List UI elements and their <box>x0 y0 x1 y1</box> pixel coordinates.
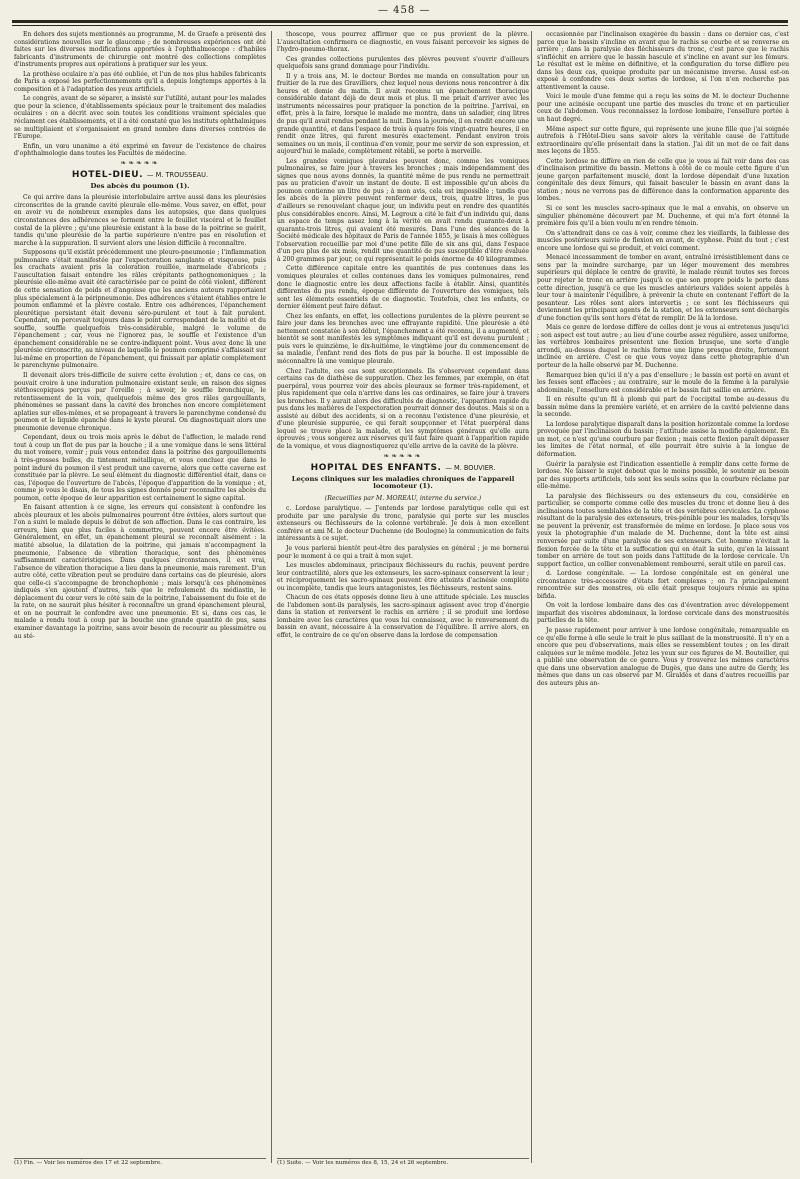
page-number: — 458 — <box>378 5 431 16</box>
paragraph: Remarquez bien qu'ici il n'y a pas d'ensellure ; le bassin est porté en avant et les fesses sont effacées ; au contraire, sur le moule de la femme à la paralysie abdominale, l'ensellure est considérable et le bassin fait saillie en arrière. <box>537 371 789 394</box>
section-title-text: HOTEL-DIEU. <box>71 170 144 181</box>
section-title <box>277 465 529 473</box>
paragraph: Les muscles abdominaux, principaux fléchisseurs du rachis, peuvent perdre leur contractilité, alors que les extenseurs, les sacro-spinaux conservent la leur ; et réciproquement les sacro-spinaux peuvent être atteints d'acinésie complète ou incomplète, tandis que leurs antagonistes, les fléchisseurs, restent sains. <box>277 562 529 592</box>
section-subtitle: Des abcès du poumon (1). <box>90 181 190 190</box>
paragraph: Le congrès, avant de se séparer, a insisté sur l'utilité, autant pour les malades que pour la science, d'établissements spéciaux pour le traitement des maladies oculaires : on a décrit avec soin toutes les conditions vraiment spéciales que réclament ces établissements, et il a été constaté que les instituts ophthalmiques se multipliaient et s'organisaient en grand nombre dans diverses contrées de l'Europe. <box>14 95 266 141</box>
section-author: — M. TROUSSEAU. <box>146 171 209 180</box>
paragraph: Chez l'adulte, ces cas sont exceptionnels. Ils s'observent cependant dans certains cas de diathèse de suppuration. Chez les femmes, par exemple, en état puerpéral, vous pourrez voir des abcès pleuraux se former très-rapidement, et plus rapidement que cela n'arrive dans les cas ordinaires, se faire jour à travers les bronches. Il y aurait alors des difficultés de diagnostic, l'apparition rapide du pus dans les matières de l'expectoration pourrait donner des doutes. Mais si on a assisté au début des accidents, si on a reconnu l'existence d'une pleurésie, et d'une pleurésie suppurée, ce qui ferait soupçonner et l'état puerpéral dans lequel se trouve placé la malade, et les symptômes généraux qu'elle aura éprouvés ; vous songerez aux réserves qu'il faut faire quant à l'apparition rapide de la vomique, et vous diagnostiquerez qu'elle arrive de la cavité de la plèvre. <box>277 367 529 450</box>
column-2 <box>277 31 529 1167</box>
paragraph: On s'attendrait dans ce cas à voir, comme chez les vieillards, la faiblesse des muscles postérieurs suivie de flexion en avant, de cyphose. Point du tout ; c'est encore une lordose qui se produit, et voici comment. <box>537 229 789 252</box>
paragraph: Chez les enfants, en effet, les collections purulentes de la plèvre peuvent se faire jour dans les bronches avec une effrayante rapidité. Une pleurésie a été nettement constatée à son début, l'épanchement a été reconnu, il a augmenté, et bientôt se sont manifestés les symptômes indiquant qu'il est devenu purulent ; puis vers le quinzième, le dix-huitième, le vingtième jour du commencement de sa maladie, l'enfant rend des flots de pus par la bouche. Il est impossible de méconnaître là une vomique pleurale. <box>277 312 529 365</box>
paragraph: Il en résulte qu'un fil à plomb qui part de l'occipital tombe au-dessus du bassin même dans la première variété, et en arrière de la cavité pelvienne dans la seconde. <box>537 396 789 419</box>
paragraph: Je vous parlerai bientôt peut-être des paralysies en général ; je me bornerai pour le moment à ce qui a trait à mon sujet. <box>277 545 529 560</box>
header-rule <box>12 20 788 23</box>
column-rule <box>531 31 532 1163</box>
column-1 <box>14 31 266 1167</box>
paragraph: Supposons qu'il existât précédemment une pleuro-pneumonie ; l'inflammation pulmonaire s'était manifestée par l'expectoration sanglante et visqueuse, puis les crachats avaient pris la coloration rouillée, marmelade d'abricots ; l'auscultation faisait entendre les râles crépitants pathognomoniques ; la pleurésie elle-même avait été caractérisée par ce point de côté violent, différent de cette sensation de poids et d'angoisse que les anciens auteurs rapportaient plus spécialement à la péripneumonie. Des adhérences s'étaient établies entre le poumon enflammé et la plèvre costale. Entre ces adhérences, l'épanchement pleurétique persistant était devenu séro-purulent et tout à fait purulent. Cependant, on percevait toujours dans le point correspondant de la matité et du souffle, souffle quelquefois très-considérable, malgré le volume de l'épanchement ; car, vous ne l'ignorez pas, le souffle et l'existence d'un épanchement considérable ne se contre-indiquent point. Vous avez donc là une pleurésie circonscrite, au niveau de laquelle le poumon comprimé s'affaissait sur lui-même en proportion de l'épanchement, qui finissait par aplatir complètement le parenchyme pulmonaire. <box>14 249 266 370</box>
paragraph: On voit la lordose lombaire dans des cas d'éventration avec développement imparfait des viscères abdominaux, la lordose cervicale dans des monstruosités partielles de la tête. <box>537 602 789 625</box>
section-subtitle: Leçons cliniques sur les maladies chroniques de l'appareil locomoteur (1). <box>291 474 515 491</box>
paragraph: Mais ce genre de lordose diffère de celles dont je vous ai entretenus jusqu'ici ; son aspect est tout autre ; au lieu d'une courbe assez régulière, assez uniforme, les vertèbres lombaires présentent une flexion brusque, une sorte d'angle arrondi, au-dessus duquel le rachis forme une ligne presque droite, fortement inclinée en arrière. C'est ce que vous voyez dans cette photographie d'un porteur de la halle observé par M. Duchenne. <box>537 324 789 369</box>
paragraph: La prothèse oculaire n'a pas été oubliée, et l'un de nos plus habiles fabricants de Paris a exposé les perfectionnements qu'il a depuis longtemps apportés à la composition et à l'adaptation des yeux artificiels. <box>14 70 266 93</box>
paragraph: Voici le moule d'une femme qui a reçu les soins de M. le docteur Duchenne pour une acinésie occupant une partie des muscles du tronc et en particulier ceux de l'abdomen. Vous reconnaissez la lordose lombaire, l'ensellure portée à un haut degré. <box>537 93 789 124</box>
paragraph: Si ce sont les muscles sacro-spinaux que le mal a envahis, on observe un singulier phénomène découvert par M. Duchenne, et qui m'a fort étonné la première fois qu'il a bien voulu m'en rendre témoin. <box>537 205 789 228</box>
paragraph: Menacé incessamment de tomber en avant, entraîné irrésistiblement dans ce sens par la moindre surcharge, par un léger mouvement des membres supérieurs qui déplace le centre de gravité, le malade réunit toutes ses forces pour rejeter le tronc en arrière jusqu'à ce que son propre poids le porte dans cette direction, jusqu'à ce que les muscles antérieurs valides soient appelés à leur tour à maintenir l'équilibre, à prévenir la chute en contenant l'effort de la pesanteur. Les rôles sont alors intervertis ; ce sont les fléchisseurs qui deviennent les principaux agents de la station, et les extenseurs sont déchargés d'une fonction qu'ils sont hors d'état de remplir. De là la lordose. <box>537 254 789 322</box>
paragraph: En faisant attention à ce signe, les erreurs qui consistent à confondre les abcès pleuraux et les abcès pulmonaires pourront être évitées, alors surtout que l'on a suivi le malade depuis le début de son affection. Dans le cas contraire, les erreurs, bien que plus faciles à commettre, peuvent encore être évitées. Généralement, en effet, un épanchement pleural se reconnaît aisément : la matité absolue, la dilatation de la poitrine, qui jamais n'accompagnent la pneumonie, l'absence de vibration thoracique, sont des phénomènes suffisamment caractéristiques. Dans quelques circonstances, il est vrai, l'absence de vibration thoracique a lieu dans la pneumonie, mais rarement. D'un autre côté, cette vibration peut se produire dans certains cas de pleurésie, alors que celle-ci s'accompagne de bronchophonie ; mais lorsqu'à ces phénomènes indiqués s'en ajoutent d'autres, tels que le refoulement du médiastin, le déplacement du cœur vers le côté sain de la poitrine, l'abaissement du foie et de la rate, on ne saurait plus hésiter à reconnaître un grand épanchement pleural, et on ne pourrait le confondre avec une pneumonie. Et si, dans ces cas, le malade a rendu tout à coup par la bouche une grande quantité de pus, sans examiner davantage la poitrine, sans avoir besoin de recourir au plessimètre ou au sté- <box>14 504 266 640</box>
paragraph: Ces grandes collections purulentes des plèvres peuvent s'ouvrir d'ailleurs quelquefois sans grand dommage pour l'individu. <box>277 55 529 71</box>
paragraph: Cependant, deux ou trois mois après le début de l'affection, le malade rend tout à coup un flot de pus par la bouche ; il a une vomique dans le sens littéral du mot vomere, vomir ; puis vous entendez dans la poitrine des gargouillements à très-grosses bulles, du tintement métallique, et vous concluez que dans le point induré du poumon il s'est produit une caverne, alors que cette caverne est constituée par la plèvre. Le seul élément du diagnostic différentiel était, dans ce cas, l'époque de l'ouverture de l'abcès, l'époque d'apparition de la vomique ; et, comme je vous le disais, de tous les signes donnés pour reconnaître les abcès du poumon, cette époque de leur apparition est certainement le signe capital. <box>14 434 266 502</box>
paragraph: d. Lordose congénitale. — La lordose congénitale est en général une circonstance très-accessoire d'états fort complexes ; on l'a principalement rencontrée sur des monstres, où elle était presque toujours réunie au spina bifida. <box>537 570 789 600</box>
header-rule-thin <box>12 25 788 26</box>
paragraph: Cette lordose ne diffère en rien de celle que je vous ai fait voir dans des cas d'inclinaison primitive du bassin. Mettons à côté de ce moule cette figure d'un jeune garçon parfaitement musclé, dont la lordose dépendait d'une luxation congénitale des deux fémurs, qui faisait basculer le bassin en avant dans la station ; nous ne verrons pas de différence dans la conformation apparente des lombes. <box>537 157 789 203</box>
section-ornament: ❧❧❧❧❧ <box>120 158 160 167</box>
section-ornament: ❧❧❧❧❧ <box>383 451 423 460</box>
paragraph: Il y a trois ans, M. le docteur Bordes me manda en consultation pour un fruitier de la rue des Gravilliers, chez lequel nous devions nous rencontrer à dix heures et demie du matin. Il avait reconnu un épanchement thoracique considérable datant déjà de deux mois et plus. Il me priait d'arriver avec les instruments nécessaires pour pratiquer la ponction de la poitrine. J'arrivai, en effet, près à la faire, lorsque le malade me montra, dans un saladier, cinq litres de pus qu'il avait rendus pendant la nuit. Dans la journée, il en rendit encore une grande quantité, et dans l'espace de trois à quatre fois vingt-quatre heures, il en rendit onze litres, qui furent mesurés exactement. Pendant environ trois semaines ou un mois, il continua d'en vomir, pour me servir de son expression, et aujourd'hui le malade, complètement rétabli, se porte à merveille. <box>277 72 529 156</box>
paragraph: En dehors des sujets mentionnés au programme, M. de Graefe a présenté des considérations nouvelles sur le glaucome ; de nombreuses expériences ont été faites sur les diverses modifications apportées à l'ophthalmoscope : d'habiles fabricants d'instruments de chirurgie ont montré des collections complètes d'instruments propres aux opérations à pratiquer sur les yeux. <box>14 31 266 69</box>
section-author: — M. BOUVIER. <box>445 464 496 473</box>
paragraph: c. Lordose paralytique. — J'entends par lordose paralytique celle qui est produite par une paralysie du tronc, paralysie qui porte sur les muscles extenseurs ou fléchisseurs de la colonne vertébrale. Je dois à mon excellent confrère et ami M. le docteur Duchenne (de Boulogne) la communication de faits intéressants à ce sujet. <box>277 505 529 543</box>
footnote: (1) Suite. — Voir les numéros des 8, 15, 24 et 26 septembre. <box>277 1158 529 1167</box>
section-recueil: (Recueillies par M. MOREAU, interne du service.) <box>324 494 482 502</box>
column-rule <box>271 31 272 1163</box>
paragraph: Ce qui arrive dans la pleurésie interlobulaire arrive aussi dans les pleurésies circonscrites de la grande cavité pleurale elle-même. Vous savez, en effet, pour en avoir vu de nombreux exemples dans les autopsies, que dans quelques circonstances des adhérences se forment entre le feuillet viscéral et le feuillet costal de la plèvre ; qu'une pleurésie existant à la base de la poitrine se guérit, tandis qu'une pleurésie de la partie supérieure n'entre pas en résolution et marche à la suppuration. Il survient alors une lésion difficile à reconnaître. <box>14 194 266 247</box>
paragraph: Je passe rapidement pour arriver à une lordose congénitale, remarquable en ce qu'elle forme à elle seule le trait le plus saillant de la monstruosité. Il n'y en a encore que peu d'observations, mais elles se ressemblent toutes ; on les dirait calquées sur le même modèle. Jetez les yeux sur ces figures de M. Bouteiller, qui a publié une observation de ce genre. Vous y trouverez les mêmes caractères que dans une observation analogue de Dugès, que dans une autre de Gerdy, les mêmes que dans un cas observé par M. Giraldès et dans d'autres recueillis par des auteurs plus an- <box>537 627 789 687</box>
paragraph: Il devenait alors très-difficile de suivre cette évolution ; et, dans ce cas, on pouvait croire à une induration pulmonaire existant seule, en raison des signes stéthoscopiques perçus par l'oreille ; à savoir, le souffle bronchique, le retentissement de la voix, quelquefois même des gros râles gargouillants, phénomènes se passant dans la cavité des bronches non encore complètement aplaties sur elles-mêmes, et se propageant à travers le parenchyme condensé du poumon et le liquide épanché dans le kyste pleural. On diagnostiquait alors une pneumonie devenue chronique. <box>14 371 266 432</box>
paragraph: thoscope, vous pourrez affirmer que ce pus provient de la plèvre. L'auscultation confirmera ce diagnostic, en vous faisant percevoir les signes de l'hydro-pneumo-thorax. <box>277 31 529 54</box>
paragraph: La lordose paralytique disparaît dans la position horizontale comme la lordose provoquée par l'inclinaison du bassin ; l'attitude assise la modifie également. En un mot, ce n'est qu'une courbure par flexion ; mais cette flexion paraît dépasser les limites de l'état normal, et elle pourrait être suivie à la longue de déformation. <box>537 420 789 458</box>
paragraph: occasionnée par l'inclinaison exagérée du bassin : dans ce dernier cas, c'est parce que le bassin s'incline en avant que le rachis se courbe et se renverse en arrière ; dans la paralysie des fléchisseurs du tronc, c'est parce que le rachis s'infléchit en arrière que le bassin bascule et s'incline en avant sur les fémurs. Le résultat est le même en définitive, et la configuration du torse diffère peu dans les deux cas, quoique produite par un mécanisme inverse. Aussi est-on exposé à confondre ces deux sortes de lordose, si l'on n'en recherche pas attentivement la cause. <box>537 31 789 91</box>
section-title-text: HOPITAL DES ENFANTS. <box>310 463 442 474</box>
column-3 <box>537 31 789 1167</box>
section-title <box>14 172 266 180</box>
footnote: (1) Fin. — Voir les numéros des 17 et 22 septembre. <box>14 1158 266 1167</box>
paragraph: Les grandes vomiques pleurales peuvent donc, comme les vomiques pulmonaires, se faire jour à travers les bronches ; mais indépendamment des signes que nous avons donnés, la quantité même de pus rendu ne permettrait pas au praticien d'avoir un instant de doute. Il est impossible qu'un abcès du poumon contienne un litre de pus ; à mon avis, cela est impossible ; tandis que les abcès de la plèvre peuvent renfermer deux, trois, quatre litres, le pus d'ailleurs se renouvelant chaque jour, un individu peut en rendre des quantités plus considérables encore. Ainsi, M. Legroux a cité le fait d'un individu qui, dans un espace de temps assez long à la vérité en avait rendu quarante-deux à quarante-trois litres, qui avaient été mesurés. Dans l'une des séances de la Société médicale des hôpitaux de Paris de l'année 1855, je lisais à mes collègues l'observation recueillie par moi d'une petite fille de six ans qui, dans l'espace d'un peu plus de six mois, rendit une quantité de pus susceptible d'être évaluée à 200 grammes par jour, ce qui représentait le poids énorme de 40 kilogrammes. <box>277 157 529 263</box>
paragraph: Guérir la paralysie est l'indication essentielle à remplir dans cette forme de lordose. Ne laisser le sujet debout que le moins possible, le soutenir au besoin par des supports artificiels, tels sont les seuls soins que la courbure réclame par elle-même. <box>537 460 789 491</box>
paragraph: Enfin, un vœu unanime a été exprimé en faveur de l'existence de chaires d'ophthalmologie dans toutes les Facultés de médecine. <box>14 142 266 158</box>
paragraph: Cette différence capitale entre les quantités de pus contenues dans les vomiques pleurales et celles contenues dans les vomiques pulmonaires, rend donc le diagnostic entre les deux affections facile à établir. Ainsi, quantités différentes du pus rendu, époque différente de l'ouverture des vomiques, tels sont les éléments essentiels de ce diagnostic. Toutefois, chez les enfants, ce dernier élément peut faire défaut. <box>277 265 529 311</box>
paragraph: Chacun de ces états opposés donne lieu à une attitude spéciale. Les muscles de l'abdomen sont-ils paralysés, les sacro-spinaux agissent avec trop d'énergie dans la station et renversent le rachis en arrière ; il se produit une lordose lombaire avec les caractères que vous lui connaissez, avec le renversement du bassin en avant, nécessaire à la conservation de l'équilibre. Il arrive alors, en effet, le contraire de ce qu'on observe dans la lordose de compensation <box>277 594 529 640</box>
paragraph: Même aspect sur cette figure, qui représente une jeune fille que j'ai soignée autrefois à l'Hôtel-Dieu sans savoir alors la véritable cause de l'attitude extraordinaire qu'elle présentait dans la station. J'ai dit un mot de ce fait dans mes leçons de 1855. <box>537 125 789 156</box>
paragraph: La paralysie des fléchisseurs ou des extenseurs du cou, considérée en particulier, se comporte comme celle des muscles du tronc et donne lieu à des inclinaisons toutes semblables de la tête et des vertèbres cervicales. La cyphose résultant de la paralysie des extenseurs, très-pénible pour les malades, lorsqu'ils ne peuvent la prévenir, est transformée de même en lordose. Je place sous vos yeux la photographie d'un malade de M. Duchenne, dont la tête est ainsi renversée par suite d'une paralysie de ses extenseurs. Cet homme n'évitait la flexion forcée de la tête et la suffocation qui en était la suite, qu'en la laissant tomber en arrière de tout son poids dans l'attitude de la lordose cervicale. Un support factice, un collier convenablement rembourré, serait utile en pareil cas. <box>537 492 789 568</box>
